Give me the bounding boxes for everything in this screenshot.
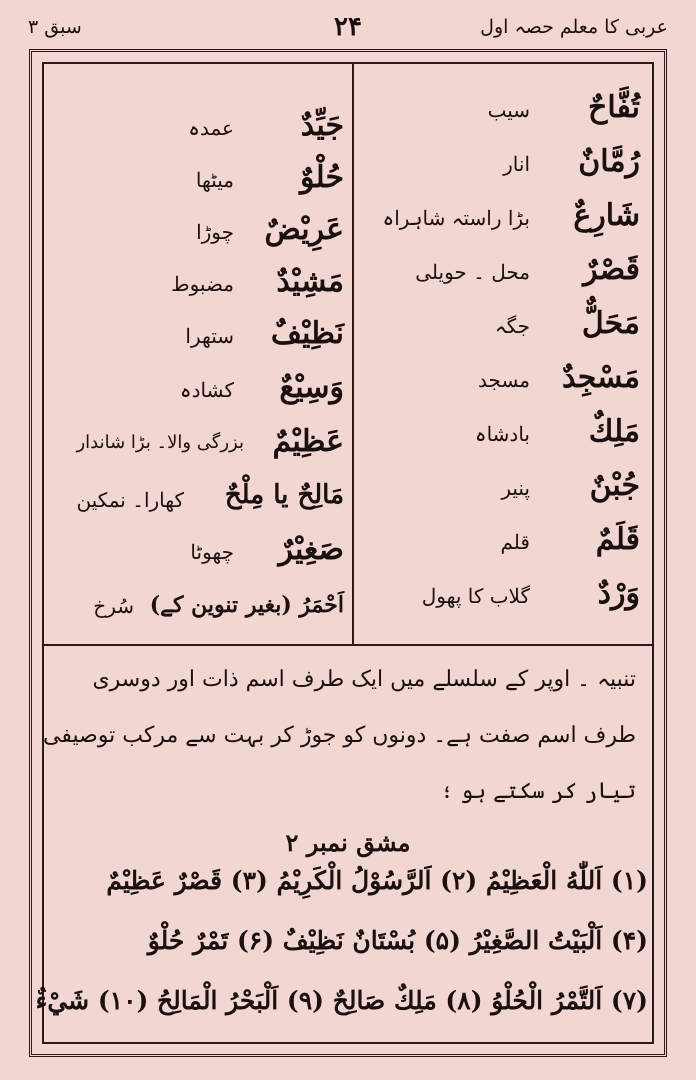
vocab-row bbox=[54, 208, 344, 262]
exercise-line: (۷) اَلتَّمْرُ الْحُلْوُ (۸) مَلِكٌ صَالِحٌ (۹) اَلْبَحْرُ الْمَالِحُ (۱۰) شَيْءٌ bbox=[35, 986, 648, 1015]
urdu-meaning: عمدہ bbox=[188, 116, 234, 140]
arabic-word: مَحَلٌّ bbox=[581, 306, 640, 341]
vocab-row bbox=[362, 86, 640, 140]
vocab-row bbox=[54, 366, 344, 420]
arabic-word: مَلِكٌ bbox=[588, 414, 640, 449]
exercise-line: (۴) اَلْبَيْتُ الصَّغِيْرُ (۵) بُسْتَانٌ نَظِيْفٌ (۶) تَمْرٌ حُلْوٌ bbox=[147, 926, 648, 955]
urdu-meaning: ستھرا bbox=[185, 324, 234, 348]
arabic-word: رُمَّانٌ bbox=[578, 144, 640, 179]
urdu-meaning: کھارا۔ نمکین bbox=[76, 488, 184, 512]
urdu-meaning: بزرگی والا۔ بڑا شاندار bbox=[76, 432, 244, 453]
book-title: عربی کا معلم حصہ اول bbox=[480, 16, 668, 38]
note-line: تیار کر سکتے ہو ؛ bbox=[440, 779, 636, 804]
vocab-row bbox=[54, 260, 344, 314]
arabic-word: تُفَّاحٌ bbox=[587, 90, 640, 125]
vocab-row bbox=[54, 156, 344, 210]
arabic-word: عَرِيْضٌ bbox=[264, 212, 344, 247]
urdu-meaning: انار bbox=[503, 152, 530, 176]
page-number: ۲۴ bbox=[334, 12, 362, 42]
urdu-meaning: محل ۔ حویلی bbox=[415, 260, 530, 284]
arabic-word: جُبْنٌ bbox=[589, 468, 640, 503]
page-header bbox=[28, 12, 668, 48]
urdu-meaning: چوڑا bbox=[196, 220, 234, 244]
urdu-meaning: سُرخ bbox=[93, 594, 134, 618]
note-paragraph bbox=[43, 652, 636, 820]
vocab-row bbox=[362, 302, 640, 356]
arabic-word: حُلْوٌ bbox=[300, 160, 344, 195]
urdu-meaning: پنیر bbox=[501, 476, 530, 500]
arabic-word: شَارِعٌ bbox=[573, 198, 640, 233]
column-divider bbox=[352, 62, 354, 646]
arabic-word: وَرْدٌ bbox=[597, 576, 640, 611]
vocab-row bbox=[362, 140, 640, 194]
arabic-word: مَشِيْدٌ bbox=[276, 264, 344, 299]
arabic-word: قَصْرٌ bbox=[583, 252, 640, 287]
vocab-row bbox=[54, 476, 344, 530]
arabic-word: وَسِيْعٌ bbox=[279, 370, 344, 405]
urdu-meaning: کشادہ bbox=[179, 378, 234, 402]
vocab-row bbox=[362, 356, 640, 410]
arabic-word: اَحْمَرُ (بغیر تنوین کے) bbox=[149, 592, 344, 618]
lesson-label: سبق ۳ bbox=[28, 16, 82, 38]
exercise-title: مشق نمبر ۲ bbox=[285, 828, 411, 857]
arabic-word: جَيِّدٌ bbox=[300, 108, 344, 143]
arabic-word: صَغِيْرٌ bbox=[278, 532, 344, 567]
vocab-row bbox=[362, 248, 640, 302]
arabic-word: نَظِيْفٌ bbox=[270, 316, 344, 351]
urdu-meaning: مضبوط bbox=[171, 272, 234, 296]
vocab-row bbox=[362, 518, 640, 572]
urdu-meaning: مسجد bbox=[478, 368, 530, 392]
vocab-row bbox=[54, 104, 344, 158]
urdu-meaning: بادشاہ bbox=[474, 422, 530, 446]
urdu-meaning: جگہ bbox=[494, 314, 530, 338]
urdu-meaning: میٹھا bbox=[195, 168, 234, 192]
urdu-meaning: بڑا راستہ شاہراہ bbox=[382, 206, 530, 230]
arabic-word: عَظِيْمٌ bbox=[272, 424, 344, 459]
vocab-row bbox=[54, 582, 344, 636]
arabic-word: مَالِحٌ یا مِلْحٌ bbox=[224, 480, 344, 510]
note-line: تنبیہ ۔ اوپر کے سلسلے میں ایک طرف اسم ذات اور دوسری bbox=[92, 667, 636, 692]
arabic-word: قَلَمٌ bbox=[595, 522, 640, 557]
arabic-word: مَسْجِدٌ bbox=[562, 360, 640, 395]
exercise-line: (۱) اَللّٰهُ الْعَظِيْمُ (۲) اَلرَّسُوْلُ الْكَرِيْمُ (۳) قَصْرٌ عَظِيْمٌ bbox=[106, 866, 648, 895]
vocab-row bbox=[54, 528, 344, 582]
vocab-row bbox=[54, 420, 344, 474]
urdu-meaning: چھوٹا bbox=[190, 540, 234, 564]
urdu-meaning: گلاب کا پھول bbox=[421, 584, 530, 608]
note-line: طرف اسم صفت ہے۔ دونوں کو جوڑ کر بہت سے مرکب توصیفی bbox=[43, 723, 636, 748]
vocab-row bbox=[362, 464, 640, 518]
vocab-row bbox=[54, 312, 344, 366]
vocab-row bbox=[362, 572, 640, 626]
vocab-row bbox=[362, 410, 640, 464]
urdu-meaning: سیب bbox=[487, 98, 530, 122]
urdu-meaning: قلم bbox=[500, 530, 530, 554]
vocab-row bbox=[362, 194, 640, 248]
